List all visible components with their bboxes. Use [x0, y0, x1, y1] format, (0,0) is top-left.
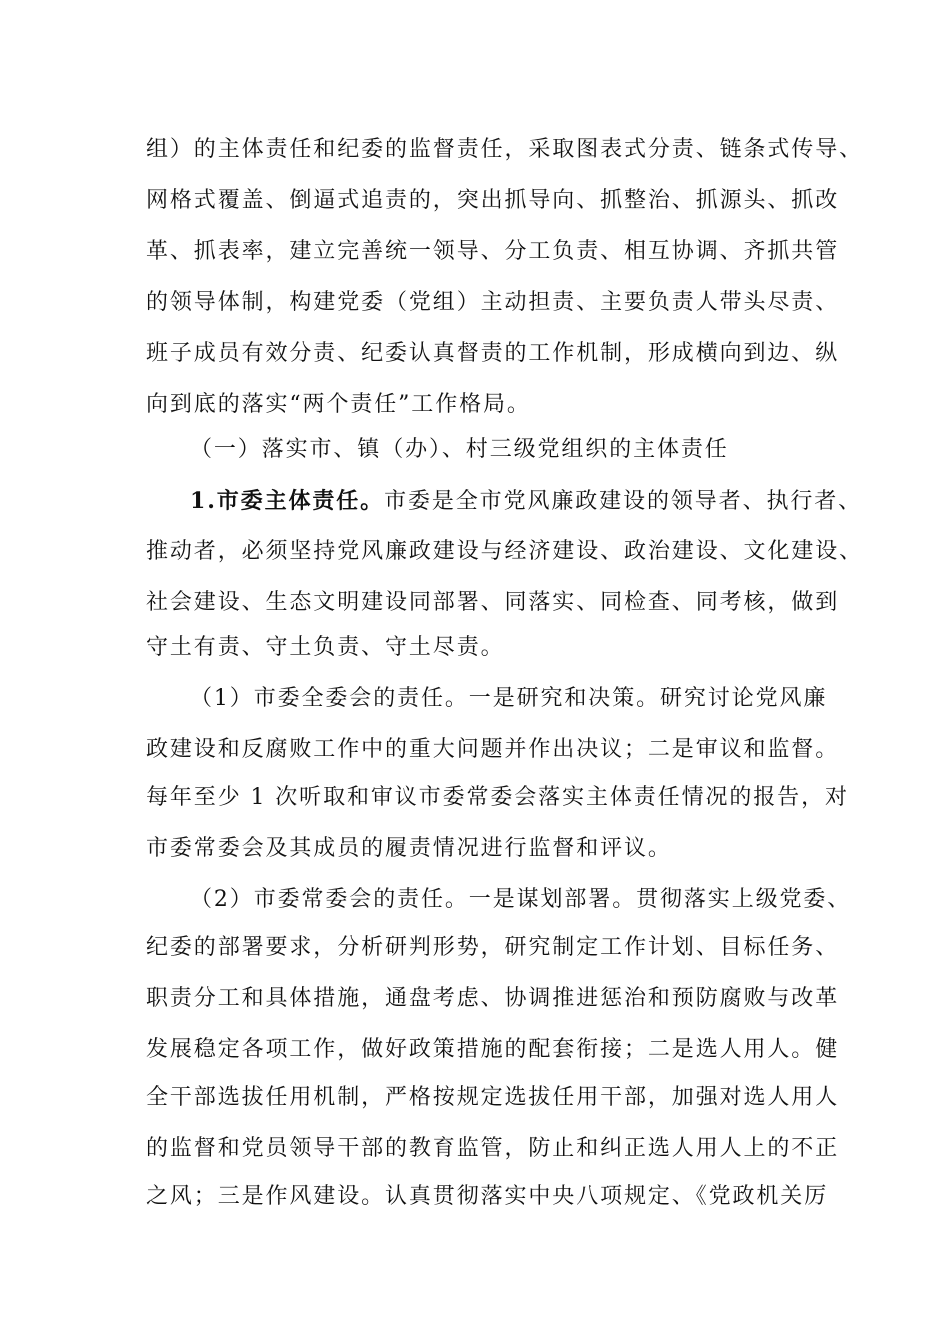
intro-line: 的领导体制，构建党委（党组）主动担责、主要负责人带头尽责、 [146, 290, 840, 315]
paragraph-line: 每年至少 1 次听取和审议市委常委会落实主体责任情况的报告，对 [146, 785, 849, 810]
section-heading: （一）落实市、镇（办）、村三级党组织的主体责任 [190, 437, 729, 462]
intro-line: 向到底的落实“两个责任”工作格局。 [146, 392, 531, 417]
paragraph-line: 社会建设、生态文明建设同部署、同落实、同检查、同考核，做到 [146, 590, 840, 615]
intro-line: 组）的主体责任和纪委的监督责任，采取图表式分责、链条式传导、 [146, 137, 864, 162]
paragraph-line: 守土有责、守土负责、守土尽责。 [146, 635, 505, 660]
paragraph-line: 纪委的部署要求，分析研判形势，研究制定工作计划、目标任务、 [146, 935, 840, 960]
item-lead-line [190, 487, 862, 516]
paragraph-line: 发展稳定各项工作，做好政策措施的配套衔接；二是选人用人。健 [146, 1037, 840, 1062]
paragraph-line: 职责分工和具体措施，通盘考虑、协调推进惩治和预防腐败与改革 [146, 986, 840, 1011]
paragraph-line: 的监督和党员领导干部的教育监管，防止和纠正选人用人上的不正 [146, 1136, 840, 1161]
intro-line: 网格式覆盖、倒逼式追责的，突出抓导向、抓整治、抓源头、抓改 [146, 188, 840, 213]
paragraph-first-line: （2）市委常委会的责任。一是谋划部署。贯彻落实上级党委、 [190, 887, 852, 912]
paragraph-first-line: （1）市委全委会的责任。一是研究和决策。研究讨论党风廉 [190, 686, 828, 711]
paragraph-line: 之风；三是作风建设。认真贯彻落实中央八项规定、《党政机关厉 [146, 1184, 829, 1209]
paragraph-line: 推动者，必须坚持党风廉政建设与经济建设、政治建设、文化建设、 [146, 539, 864, 564]
intro-line: 革、抓表率，建立完善统一领导、分工负责、相互协调、齐抓共管 [146, 239, 840, 264]
item-title: 1.市委主体责任。 [190, 488, 385, 514]
paragraph-line: 市委常委会及其成员的履责情况进行监督和评议。 [146, 836, 672, 861]
intro-line: 班子成员有效分责、纪委认真督责的工作机制，形成横向到边、纵 [146, 341, 840, 366]
paragraph-line: 政建设和反腐败工作中的重大问题并作出决议；二是审议和监督。 [146, 737, 840, 762]
paragraph-line: 全干部选拔任用机制，严格按规定选拔任用干部，加强对选人用人 [146, 1085, 840, 1110]
item-lead-text: 市委是全市党风廉政建设的领导者、执行者、 [384, 489, 863, 514]
